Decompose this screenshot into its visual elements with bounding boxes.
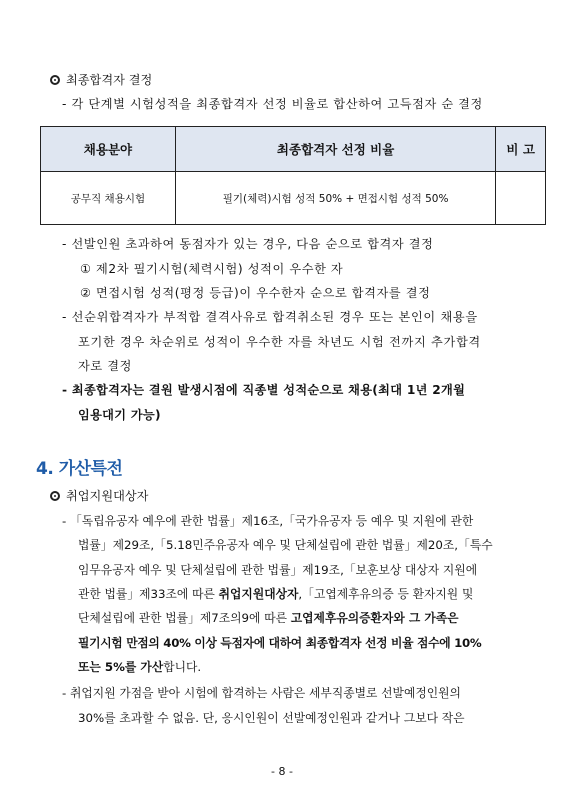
para-line-3: 임무유공자 예우 및 단체설립에 관한 법률」제19조,「보훈보상 대상자 지원에	[78, 563, 478, 577]
para-line-7: 또는 5%를 가산합니다.	[78, 660, 202, 674]
header-ratio: 최종합격자 선정 비율	[175, 127, 495, 172]
para-line-9: 30%를 초과할 수 없음. 단, 응시인원이 선발예정인원과 같거나 그보다 작은	[78, 711, 465, 725]
para-line-5: 단체설립에 관한 법률」제7조의9에 따른 고엽제후유의증환자와 그 가족은	[78, 611, 459, 625]
cell-field: 공무직 채용시험	[41, 172, 176, 225]
table-row	[41, 172, 546, 225]
para-line-4: 관한 법률」제33조에 따른 취업지원대상자,「고엽제후유의증 등 환자지원 및	[78, 587, 474, 601]
table-header-row	[41, 127, 546, 172]
tie-line-2c: 자로 결정	[78, 359, 132, 373]
tie-line-3a: - 최종합격자는 결원 발생시점에 직종별 성적순으로 채용(최대 1년 2개월	[62, 383, 466, 397]
header-note: 비 고	[496, 127, 546, 172]
tie-line-2b: 포기한 경우 차순위로 성적이 우수한 자를 차년도 시험 전까지 추가합격	[78, 335, 481, 349]
tie-line-3b: 임용대기 가능)	[78, 408, 161, 422]
cell-ratio: 필기(체력)시험 성적 50% + 면접시험 성적 50%	[175, 172, 495, 225]
para-line-6: 필기시험 만점의 40% 이상 득점자에 대하여 최종합격자 선정 비율 점수에 10%	[78, 636, 482, 650]
final-heading: 최종합격자 결정	[50, 71, 152, 89]
tie-item-2: ② 면접시험 성적(평정 등급)이 우수한자 순으로 합격자를 결정	[80, 286, 431, 300]
tie-item-1: ① 제2차 필기시험(체력시험) 성적이 우수한 자	[80, 262, 344, 276]
header-field: 채용분야	[41, 127, 176, 172]
selection-ratio-table	[40, 126, 546, 225]
para-line-8: - 취업지원 가점을 받아 시험에 합격하는 사람은 세부직종별로 선발예정인원의	[62, 686, 461, 700]
cell-note	[496, 172, 546, 225]
section4-heading: 취업지원대상자	[50, 487, 148, 505]
circle-bullet-icon	[50, 75, 60, 85]
para-line-1: - 「독립유공자 예우에 관한 법률」제16조,「국가유공자 등 예우 및 지원에 관한	[62, 514, 474, 528]
tie-line-2a: - 선순위합격자가 부적합 결격사유로 합격취소된 경우 또는 본인이 채용을	[62, 310, 478, 324]
section-title: 4. 가산특전	[36, 459, 123, 479]
tie-line: - 선발인원 초과하여 동점자가 있는 경우, 다음 순으로 합격자 결정	[62, 237, 434, 251]
page-number: - 8 -	[271, 765, 293, 778]
para-line-2: 법률」제29조,「5.18민주유공자 예우 및 단체설립에 관한 법률」제20조,「특수	[78, 538, 493, 552]
circle-bullet-icon	[50, 491, 60, 501]
final-line: - 각 단계별 시험성적을 최종합격자 선정 비율로 합산하여 고득점자 순 결정	[62, 97, 483, 111]
